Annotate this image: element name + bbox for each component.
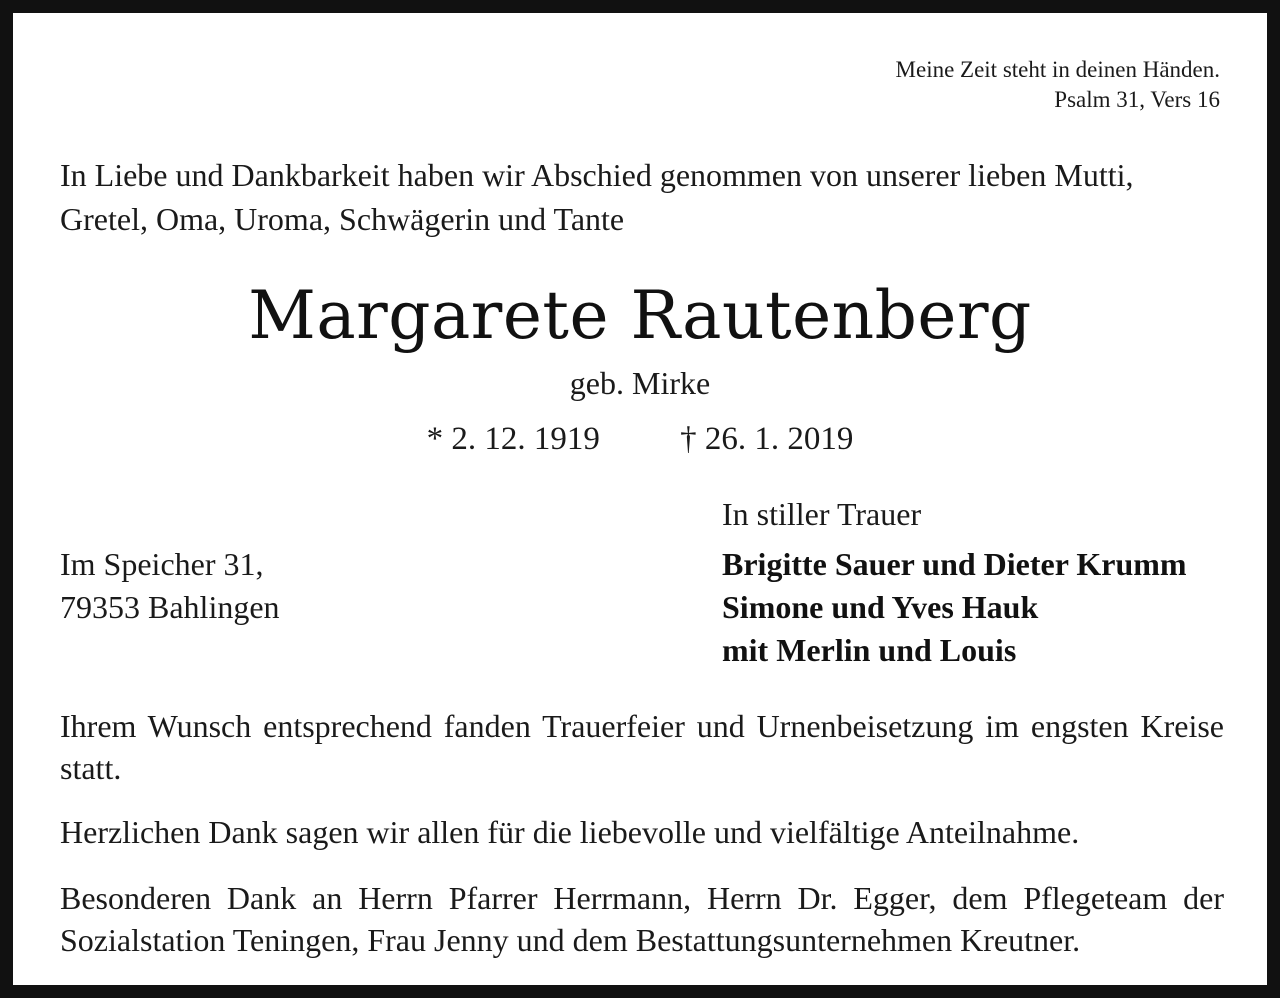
address-city: 79353 Bahlingen (60, 589, 280, 625)
mourner-line: Simone und Yves Hauk (722, 589, 1039, 625)
deceased-name: Margarete Rautenberg (248, 277, 1032, 354)
psalm-quote-text: Meine Zeit steht in deinen Händen. (895, 57, 1220, 82)
birth-date: * 2. 12. 1919 (426, 421, 600, 457)
life-dates (13, 417, 1267, 461)
maiden-name: geb. Mirke (569, 365, 711, 401)
mourners-list (722, 543, 1187, 672)
address-street: Im Speicher 31, (60, 546, 264, 582)
psalm-reference: Psalm 31, Vers 16 (1054, 87, 1220, 112)
psalm-quote (896, 55, 1220, 115)
mourner-line: Brigitte Sauer und Dieter Krumm (722, 546, 1187, 582)
death-date: † 26. 1. 2019 (680, 421, 854, 457)
mourning-label: In stiller Trauer (722, 496, 922, 532)
thanks-note: Herzlichen Dank sagen wir allen für die liebevolle und vielfältige Anteilnahme. (60, 814, 1080, 850)
family-address (60, 543, 280, 629)
mourner-line: mit Merlin und Louis (722, 632, 1017, 668)
intro-text: In Liebe und Dankbarkeit haben wir Abschied genommen von unserer lieben Mutti, Gretel, Oma, Uroma, Schwägerin und Tante (60, 157, 1134, 237)
special-thanks-note: Besonderen Dank an Herrn Pfarrer Herrmann, Herrn Dr. Egger, dem Pflegeteam der Sozialstation Teningen, Frau Jenny und dem Bestattungsunternehmen Kreutner. (60, 880, 1224, 958)
funeral-note: Ihrem Wunsch entsprechend fanden Trauerfeier und Urnenbeisetzung im engsten Kreise statt. (60, 708, 1224, 786)
